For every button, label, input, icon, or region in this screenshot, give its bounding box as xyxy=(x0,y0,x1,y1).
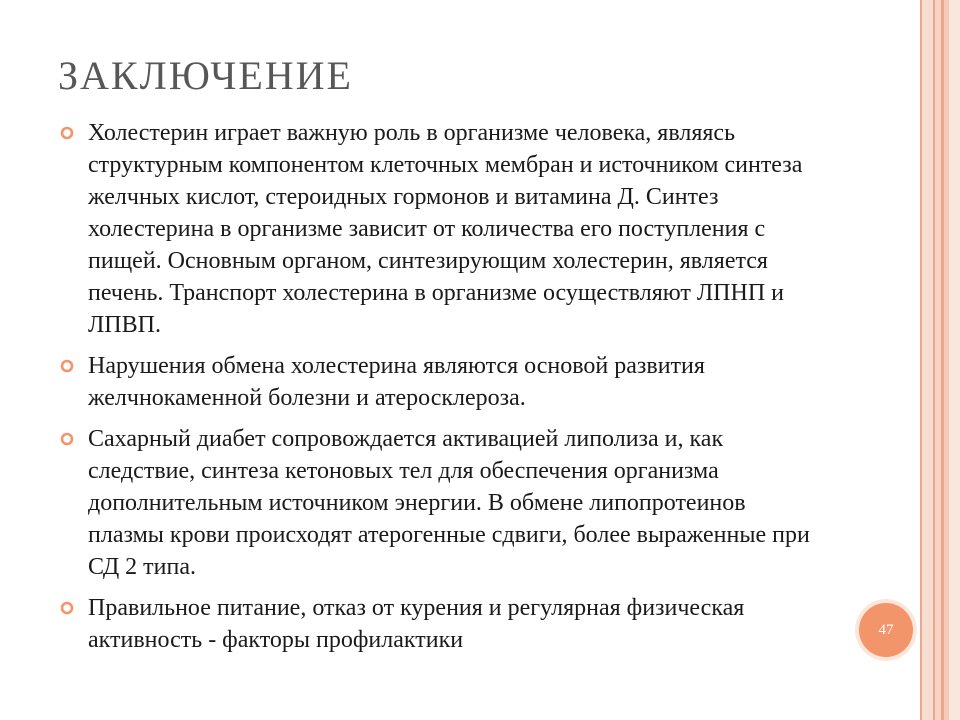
ring-bullet-icon xyxy=(60,117,88,145)
stripe xyxy=(949,0,960,720)
bullet-text: Нарушения обмена холестерина являются основой развития желчнокаменной болезни и атеросклероза. xyxy=(88,353,705,411)
bullet-text: Холестерин играет важную роль в организме человека, являясь структурным компонентом клеточных мембран и источником синтеза желчных кислот, стероидных гормонов и витамина Д. Синтез холестерина в организме зависит от количества его поступления с пищей. Основным органом, синтезирующим холестерин, является печень. Транспорт холестерина в организме осуществляют ЛПНП и ЛПВП. xyxy=(88,120,803,338)
ring-bullet-icon xyxy=(60,350,88,378)
decorative-stripes xyxy=(920,0,960,720)
bullet-item xyxy=(60,592,820,656)
bullet-item xyxy=(60,117,820,341)
bullet-item xyxy=(60,350,820,414)
bullet-list xyxy=(60,117,820,665)
ring-bullet-icon xyxy=(60,592,88,620)
bullet-text: Правильное питание, отказ от курения и регулярная физическая активность - факторы профилактики xyxy=(88,595,745,653)
ring-bullet-icon xyxy=(60,423,88,451)
stripe xyxy=(922,0,933,720)
bullet-item xyxy=(60,423,820,583)
bullet-text: Сахарный диабет сопровождается активацией липолиза и, как следствие, синтеза кетоновых тел для обеспечения организма дополнительным источником энергии. В обмене липопротеинов плазмы крови происходят атерогенные сдвиги, более выраженные при СД 2 типа. xyxy=(88,426,810,580)
slide-title: ЗАКЛЮЧЕНИЕ xyxy=(58,53,353,98)
page-number-badge: 47 xyxy=(859,603,913,657)
